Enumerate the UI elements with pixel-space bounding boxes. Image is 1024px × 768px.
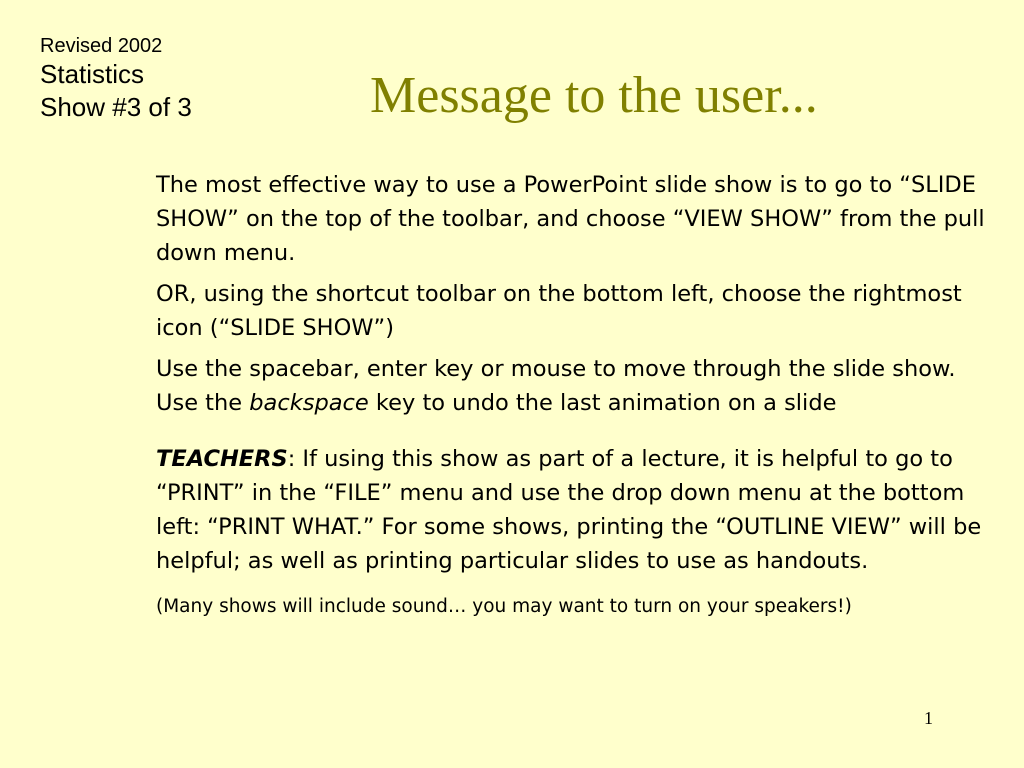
- teachers-text: If using this show as part of a lecture, it is helpful to go to “PRINT” in the “FILE” menu and use the drop down menu at the bottom left: “PRINT WHAT.” For some shows, printing the “OUTLINE VIEW” will be helpful; as well as printing particular slides to use as handouts.: [156, 446, 982, 574]
- slide-number: 1: [924, 708, 933, 728]
- teachers-paragraph: [156, 442, 986, 578]
- teachers-colon: :: [287, 446, 296, 472]
- slide-body: [156, 168, 986, 621]
- backspace-key-text: backspace: [249, 390, 369, 416]
- instruction-paragraph-3-end: key to undo the last animation on a slide: [368, 390, 837, 416]
- show-number-label: Show #3 of 3: [40, 92, 192, 122]
- revised-date: Revised 2002: [40, 35, 163, 57]
- instruction-paragraph-1: The most effective way to use a PowerPoint slide show is to go to “SLIDE SHOW” on the top of the toolbar, and choose “VIEW SHOW” from the pull down menu.: [156, 172, 985, 266]
- instruction-paragraph-3: [156, 352, 986, 420]
- instruction-paragraph-2: OR, using the shortcut toolbar on the bottom left, choose the rightmost icon (“SLIDE SHOW”): [156, 281, 962, 341]
- sound-note: (Many shows will include sound… you may want to turn on your speakers!): [156, 596, 852, 617]
- instruction-paragraph-3-start: Use the spacebar, enter key or mouse to move through the slide show. Use the: [156, 356, 956, 416]
- subject-label: Statistics: [40, 59, 145, 89]
- slide-title: Message to the user...: [370, 67, 818, 124]
- teachers-label: TEACHERS: [156, 446, 288, 472]
- slide-info-block: [40, 34, 192, 124]
